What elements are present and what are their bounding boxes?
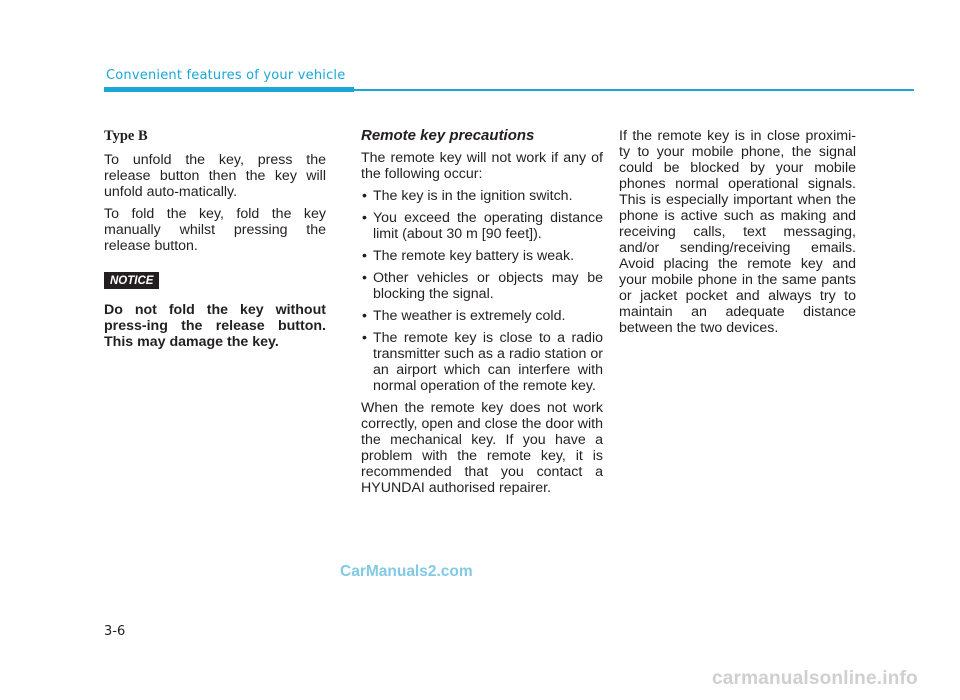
bullet-icon: • (362, 308, 367, 324)
list-item (361, 330, 603, 394)
list-item (361, 210, 603, 242)
section-title: Convenient features of your vehicle (106, 68, 346, 83)
unfold-instructions: To unfold the key, press the release button then the key will unfold auto-matically. (104, 152, 326, 200)
list-item (361, 188, 603, 204)
list-item-text: You exceed the operating distance limit (about 30 m [90 feet]). (373, 210, 603, 242)
mobile-phone-paragraph: If the remote key is in close proximi-ty to your mobile phone, the signal could be blocked by your mobile phones normal operational signals. This is especially important when the phone is active such as making and receiving calls, text messaging, and/or sending/receiving emails. Avoid placing the remote key and your mobile phone in the same pants or jacket pocket and always try to maintain an adequate distance between the two devices. (619, 128, 856, 336)
list-item-text: Other vehicles or objects may be blocking the signal. (373, 270, 603, 302)
notice-text: Do not fold the key without press-ing the release button. This may damage the key. (104, 302, 326, 350)
closing-paragraph: When the remote key does not work correctly, open and close the door with the mechanical key. If you have a problem with the remote key, it is recommended that you contact a HYUNDAI authorised repairer. (361, 400, 603, 496)
column-middle (361, 128, 603, 502)
bullet-icon: • (362, 270, 367, 286)
list-item-text: The remote key is close to a radio transmitter such as a radio station or an airport which can interfere with normal operation of the remote key. (373, 330, 603, 394)
bullet-icon: • (362, 330, 367, 346)
remote-key-precautions-heading: Remote key precautions (361, 127, 535, 144)
bullet-icon: • (362, 248, 367, 264)
bullet-icon: • (362, 210, 367, 226)
header-rule-thin (354, 89, 914, 91)
header-rule-thick (104, 87, 354, 92)
precautions-intro: The remote key will not work if any of the following occur: (361, 150, 603, 182)
footer-site-watermark[interactable]: carmanualsonline.info (712, 668, 918, 689)
list-item (361, 308, 603, 324)
list-item-text: The weather is extremely cold. (373, 308, 566, 324)
list-item-text: The remote key battery is weak. (373, 248, 575, 264)
watermark-link[interactable]: CarManuals2.com (340, 563, 473, 580)
list-item-text: The key is in the ignition switch. (373, 188, 573, 204)
notice-badge: NOTICE (104, 272, 159, 289)
page-number: 3-6 (104, 624, 126, 639)
column-right (619, 128, 856, 342)
precautions-list (361, 188, 603, 394)
fold-instructions: To fold the key, fold the key manually whilst pressing the release button. (104, 206, 326, 254)
list-item (361, 248, 603, 264)
column-left (104, 128, 326, 356)
list-item (361, 270, 603, 302)
type-b-heading: Type B (104, 128, 148, 144)
bullet-icon: • (362, 188, 367, 204)
